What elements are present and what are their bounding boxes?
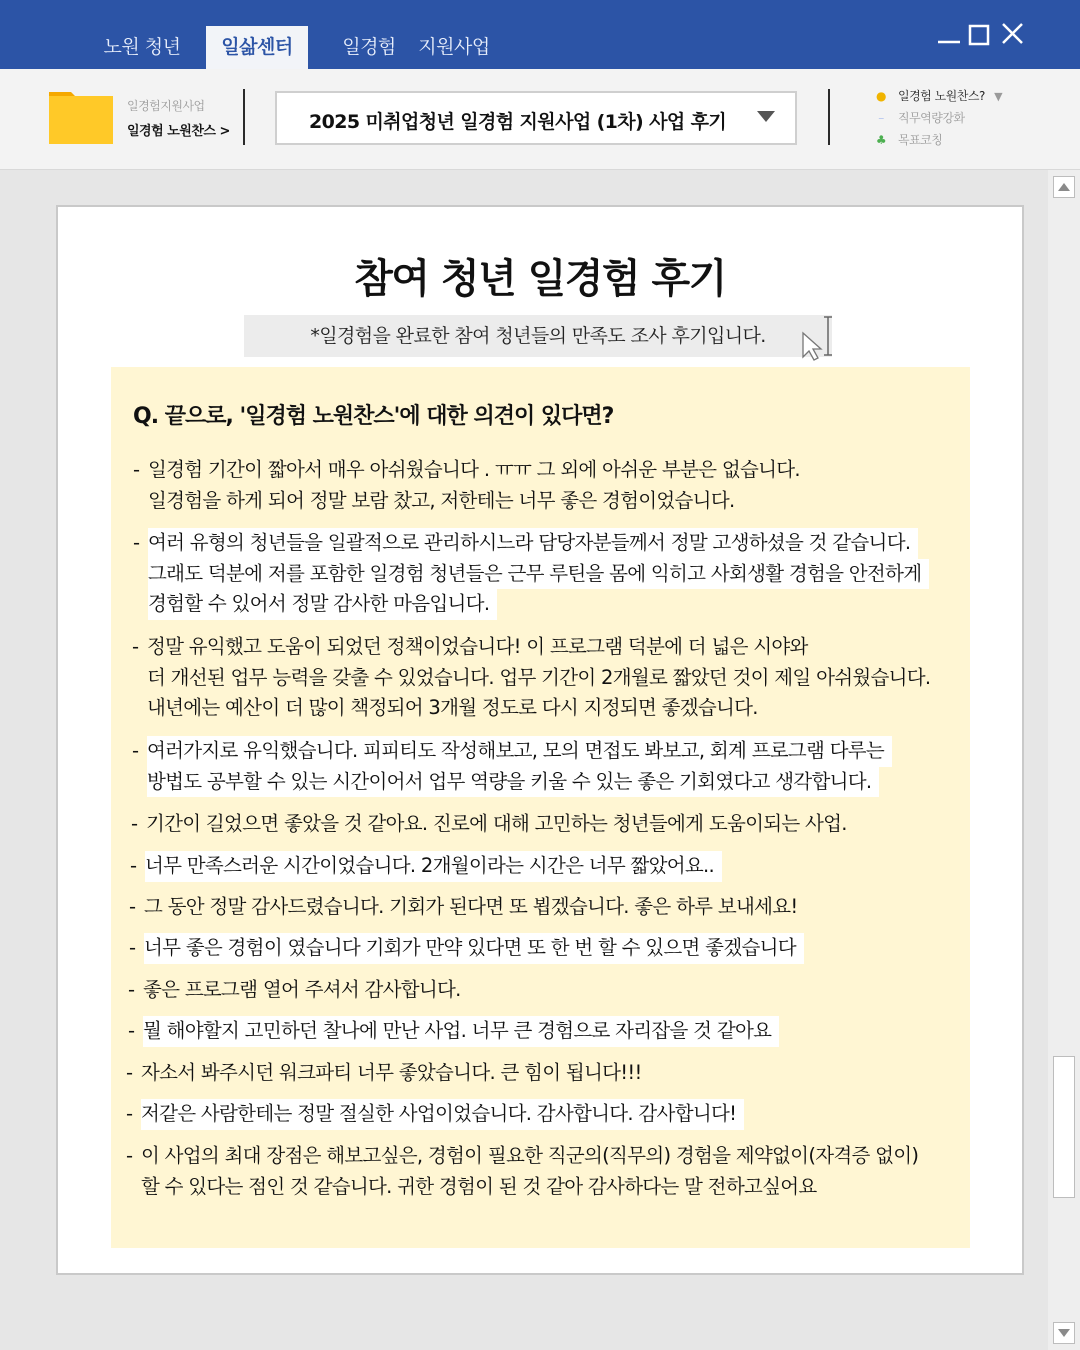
menu-item-skills[interactable] [874,109,965,126]
minimize-icon[interactable] [936,20,964,48]
divider [828,89,830,145]
review-item [126,1141,918,1202]
review-box [111,367,970,1248]
window-titlebar [0,0,1080,69]
bullet: - [126,1102,133,1125]
scroll-down-button[interactable] [1053,1322,1075,1344]
scroll-up-button[interactable] [1053,176,1075,198]
review-item [129,933,804,964]
bullet: - [130,854,137,877]
review-line: 너무 좋은 경험이 였습니다 기회가 만약 있다면 또 한 번 할 수 있으면 좋겠습니다 [144,933,804,964]
bullet: - [126,1061,133,1084]
review-line: 경험할 수 있어서 정말 감사한 마음입니다. [148,589,497,620]
close-icon[interactable] [999,20,1027,48]
toolbar [0,69,1080,170]
review-line: 자소서 봐주시던 워크파티 너무 좋았습니다. 큰 힘이 됩니다!!! [141,1061,642,1084]
breadcrumb-current[interactable]: 일경험 노원찬스 > [127,124,230,139]
menu-item-coaching-label: 목표코칭 [898,133,943,147]
menu-item-about-label: 일경험 노원찬스? [898,89,985,103]
question-heading: Q. 끝으로, '일경험 노원찬스'에 대한 의견이 있다면? [133,404,614,429]
bullet: - [129,936,136,959]
divider [243,89,245,145]
review-item [130,851,722,882]
breadcrumb-parent[interactable]: 일경험지원사업 [127,99,205,113]
vertical-scrollbar[interactable] [1048,170,1080,1350]
scroll-thumb[interactable] [1053,1056,1075,1198]
review-line: 할 수 있다는 점인 것 같습니다. 귀한 경험이 된 것 같아 감사하다는 말 전하고싶어요 [141,1174,817,1198]
program-select-value: 2025 미취업청년 일경험 지원사업 (1차) 사업 후기 [309,111,727,133]
tab-support-program[interactable]: 지원사업 [418,36,490,58]
review-line: 일경험 기간이 짧아서 매우 아쉬웠습니다 . ㅠㅠ 그 외에 아쉬운 부분은 없습니다. [148,458,800,481]
bullet: - [126,1144,133,1167]
review-line: 방법도 공부할 수 있는 시간이어서 업무 역량을 키울 수 있는 좋은 기회였다고 생각합니다. [147,767,879,798]
review-line: 여러가지로 유익했습니다. 피피티도 작성해보고, 모의 면접도 봐보고, 회계 프로그램 다루는 [147,736,892,767]
review-line: 일경험을 하게 되어 정말 보람 찼고, 저한테는 너무 좋은 경험이었습니다. [148,488,735,512]
review-item [129,892,797,923]
tab-work-experience[interactable]: 일경험 [342,36,396,58]
page-title: 참여 청년 일경험 후기 [354,256,726,302]
mouse-cursor-icon [800,315,836,361]
caret-down-icon[interactable]: ▼ [994,90,1003,103]
review-line: 더 개선된 업무 능력을 갖출 수 있었습니다. 업무 기간이 2개월로 짧았던 것이 제일 아쉬웠습니다. [147,665,931,689]
folder-icon [49,92,113,144]
document-page [56,205,1024,1275]
review-line: 너무 만족스러운 시간이었습니다. 2개월이라는 시간은 너무 짧았어요.. [145,851,722,882]
program-select[interactable] [275,91,797,145]
review-item [132,736,892,797]
page-subtitle: *일경험을 완료한 참여 청년들의 만족도 조사 후기입니다. [244,315,832,357]
lightbulb-icon: ● [876,89,886,103]
review-line: 여러 유형의 청년들을 일괄적으로 관리하시느라 담당자분들께서 정말 고생하셨을 것 같습니다. [148,528,918,559]
bullet: - [133,458,140,481]
review-item [126,1099,744,1130]
review-item [131,809,847,840]
review-item [128,975,461,1006]
bullet: - [128,978,135,1001]
menu-item-skills-label: 직무역량강화 [898,111,965,125]
review-line: 기간이 길었으면 좋았을 것 같아요. 진로에 대해 고민하는 청년들에게 도움이되는 사업. [146,812,847,835]
menu-item-about[interactable] [874,87,1002,104]
bullet: - [128,1019,135,1042]
bullet: - [132,739,139,762]
bullet: - [132,635,139,658]
review-line: 내년에는 예산이 더 많이 책정되어 3개월 정도로 다시 지정되면 좋겠습니다. [147,696,758,719]
bullet: - [129,895,136,918]
bullet: - [133,531,140,554]
review-item [133,455,800,516]
review-line: 이 사업의 최대 장점은 해보고싶은, 경험이 필요한 직군의(직무의) 경험을 제약없이(자격증 없이) [141,1144,919,1167]
review-line: 좋은 프로그램 열어 주셔서 감사합니다. [143,978,461,1001]
menu-item-coaching[interactable] [874,131,942,148]
tab-ilsam-center[interactable]: 일삶센터 [206,26,308,69]
review-item [133,528,929,620]
review-line: 정말 유익했고 도움이 되었던 정책이었습니다! 이 프로그램 덕분에 더 넓은 시야와 [147,635,808,658]
dash-icon: – [878,111,884,125]
review-line: 그 동안 정말 감사드렸습니다. 기회가 된다면 또 뵙겠습니다. 좋은 하루 보내세요! [144,895,798,918]
maximize-icon[interactable] [966,20,994,48]
review-line: 저같은 사람한테는 정말 절실한 사업이었습니다. 감사합니다. 감사합니다! [141,1099,744,1130]
chevron-down-icon[interactable] [757,111,775,122]
review-line: 뭘 해야할지 고민하던 찰나에 만난 사업. 너무 큰 경험으로 자리잡을 것 같아요 [143,1016,779,1047]
bullet: - [131,812,138,835]
review-item [126,1058,642,1089]
arrow-up-icon [1058,183,1070,191]
arrow-down-icon [1058,1329,1070,1337]
sprout-icon: ♣ [875,133,887,147]
review-item [132,632,930,724]
review-line: 그래도 덕분에 저를 포함한 일경험 청년들은 근무 루틴을 몸에 익히고 사회생활 경험을 안전하게 [148,559,929,590]
tab-nowon-youth[interactable]: 노원 청년 [103,36,181,58]
review-item [128,1016,779,1047]
